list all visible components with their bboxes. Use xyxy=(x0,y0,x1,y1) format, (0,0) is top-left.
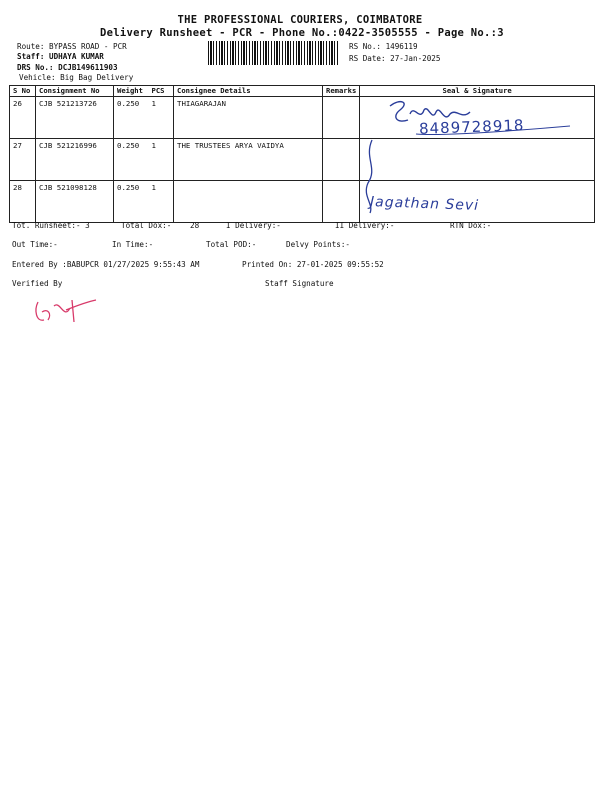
cell-consignee: THIAGARAJAN xyxy=(174,97,323,139)
cell-consignment: CJB 521216996 xyxy=(36,139,114,181)
total-pod: Total POD:- xyxy=(206,240,257,249)
cell-pcs: 1 xyxy=(149,139,174,181)
delvy-points: Delvy Points:- xyxy=(286,240,351,249)
barcode-image xyxy=(208,41,340,65)
cell-weight: 0.250 xyxy=(114,181,149,223)
rs-number: RS No.: 1496119 xyxy=(349,42,418,51)
vehicle-label: Vehicle: Big Bag Delivery xyxy=(19,73,134,82)
runsheet-subtitle: Delivery Runsheet - PCR - Phone No.:0422-3505555 - Page No.:3 xyxy=(100,27,504,39)
staff-signature: Staff Signature xyxy=(265,279,334,288)
cell-sno: 28 xyxy=(10,181,36,223)
cell-sno: 27 xyxy=(10,139,36,181)
cell-pcs: 1 xyxy=(149,181,174,223)
company-title: THE PROFESSIONAL COURIERS, COIMBATORE xyxy=(177,14,423,26)
table-row xyxy=(10,181,595,223)
printed-on: Printed On: 27-01-2025 09:55:52 xyxy=(242,260,384,269)
route-label: Route: BYPASS ROAD - PCR xyxy=(17,42,127,51)
cell-signature xyxy=(360,139,595,181)
tot-runsheet: Tot. Runsheet:- 3 xyxy=(12,221,90,230)
verified-initials-scribble xyxy=(30,290,110,330)
verified-by: Verified By xyxy=(12,279,63,288)
col-signature: Seal & Signature xyxy=(360,86,595,97)
table-row xyxy=(10,139,595,181)
entered-by: Entered By :BABUPCR 01/27/2025 9:55:43 AM xyxy=(12,260,200,269)
cell-consignee xyxy=(174,181,323,223)
cell-sno: 26 xyxy=(10,97,36,139)
cell-remarks xyxy=(323,139,360,181)
col-weight: Weight xyxy=(114,86,149,97)
rtn-dox: RTN Dox:- xyxy=(450,221,492,230)
handwritten-phone: 8489728918 xyxy=(418,116,525,138)
cell-consignment: CJB 521098128 xyxy=(36,181,114,223)
cell-consignee: THE TRUSTEES ARYA VAIDYA xyxy=(174,139,323,181)
col-pcs: PCS xyxy=(149,86,174,97)
cell-remarks xyxy=(323,97,360,139)
col-remarks: Remarks xyxy=(323,86,360,97)
cell-pcs: 1 xyxy=(149,97,174,139)
cell-remarks xyxy=(323,181,360,223)
col-consignment: Consignment No xyxy=(36,86,114,97)
cell-weight: 0.250 xyxy=(114,97,149,139)
out-time: Out Time:- xyxy=(12,240,58,249)
ii-delivery: II Delivery:- xyxy=(335,221,395,230)
cell-consignment: CJB 521213726 xyxy=(36,97,114,139)
rs-date: RS Date: 27-Jan-2025 xyxy=(349,54,441,63)
staff-label: Staff: UDHAYA KUMAR xyxy=(17,52,104,61)
cell-weight: 0.250 xyxy=(114,139,149,181)
total-dox-label: Total Dox:- xyxy=(121,221,172,230)
col-sno: S No xyxy=(10,86,36,97)
i-delivery: I Delivery:- xyxy=(226,221,281,230)
signature-scribble-row3: Jagathan Sevi xyxy=(369,194,480,214)
col-consignee: Consignee Details xyxy=(174,86,323,97)
total-dox-value: 28 xyxy=(190,221,200,230)
drs-number: DRS No.: DCJB149611903 xyxy=(17,63,118,72)
in-time: In Time:- xyxy=(112,240,154,249)
